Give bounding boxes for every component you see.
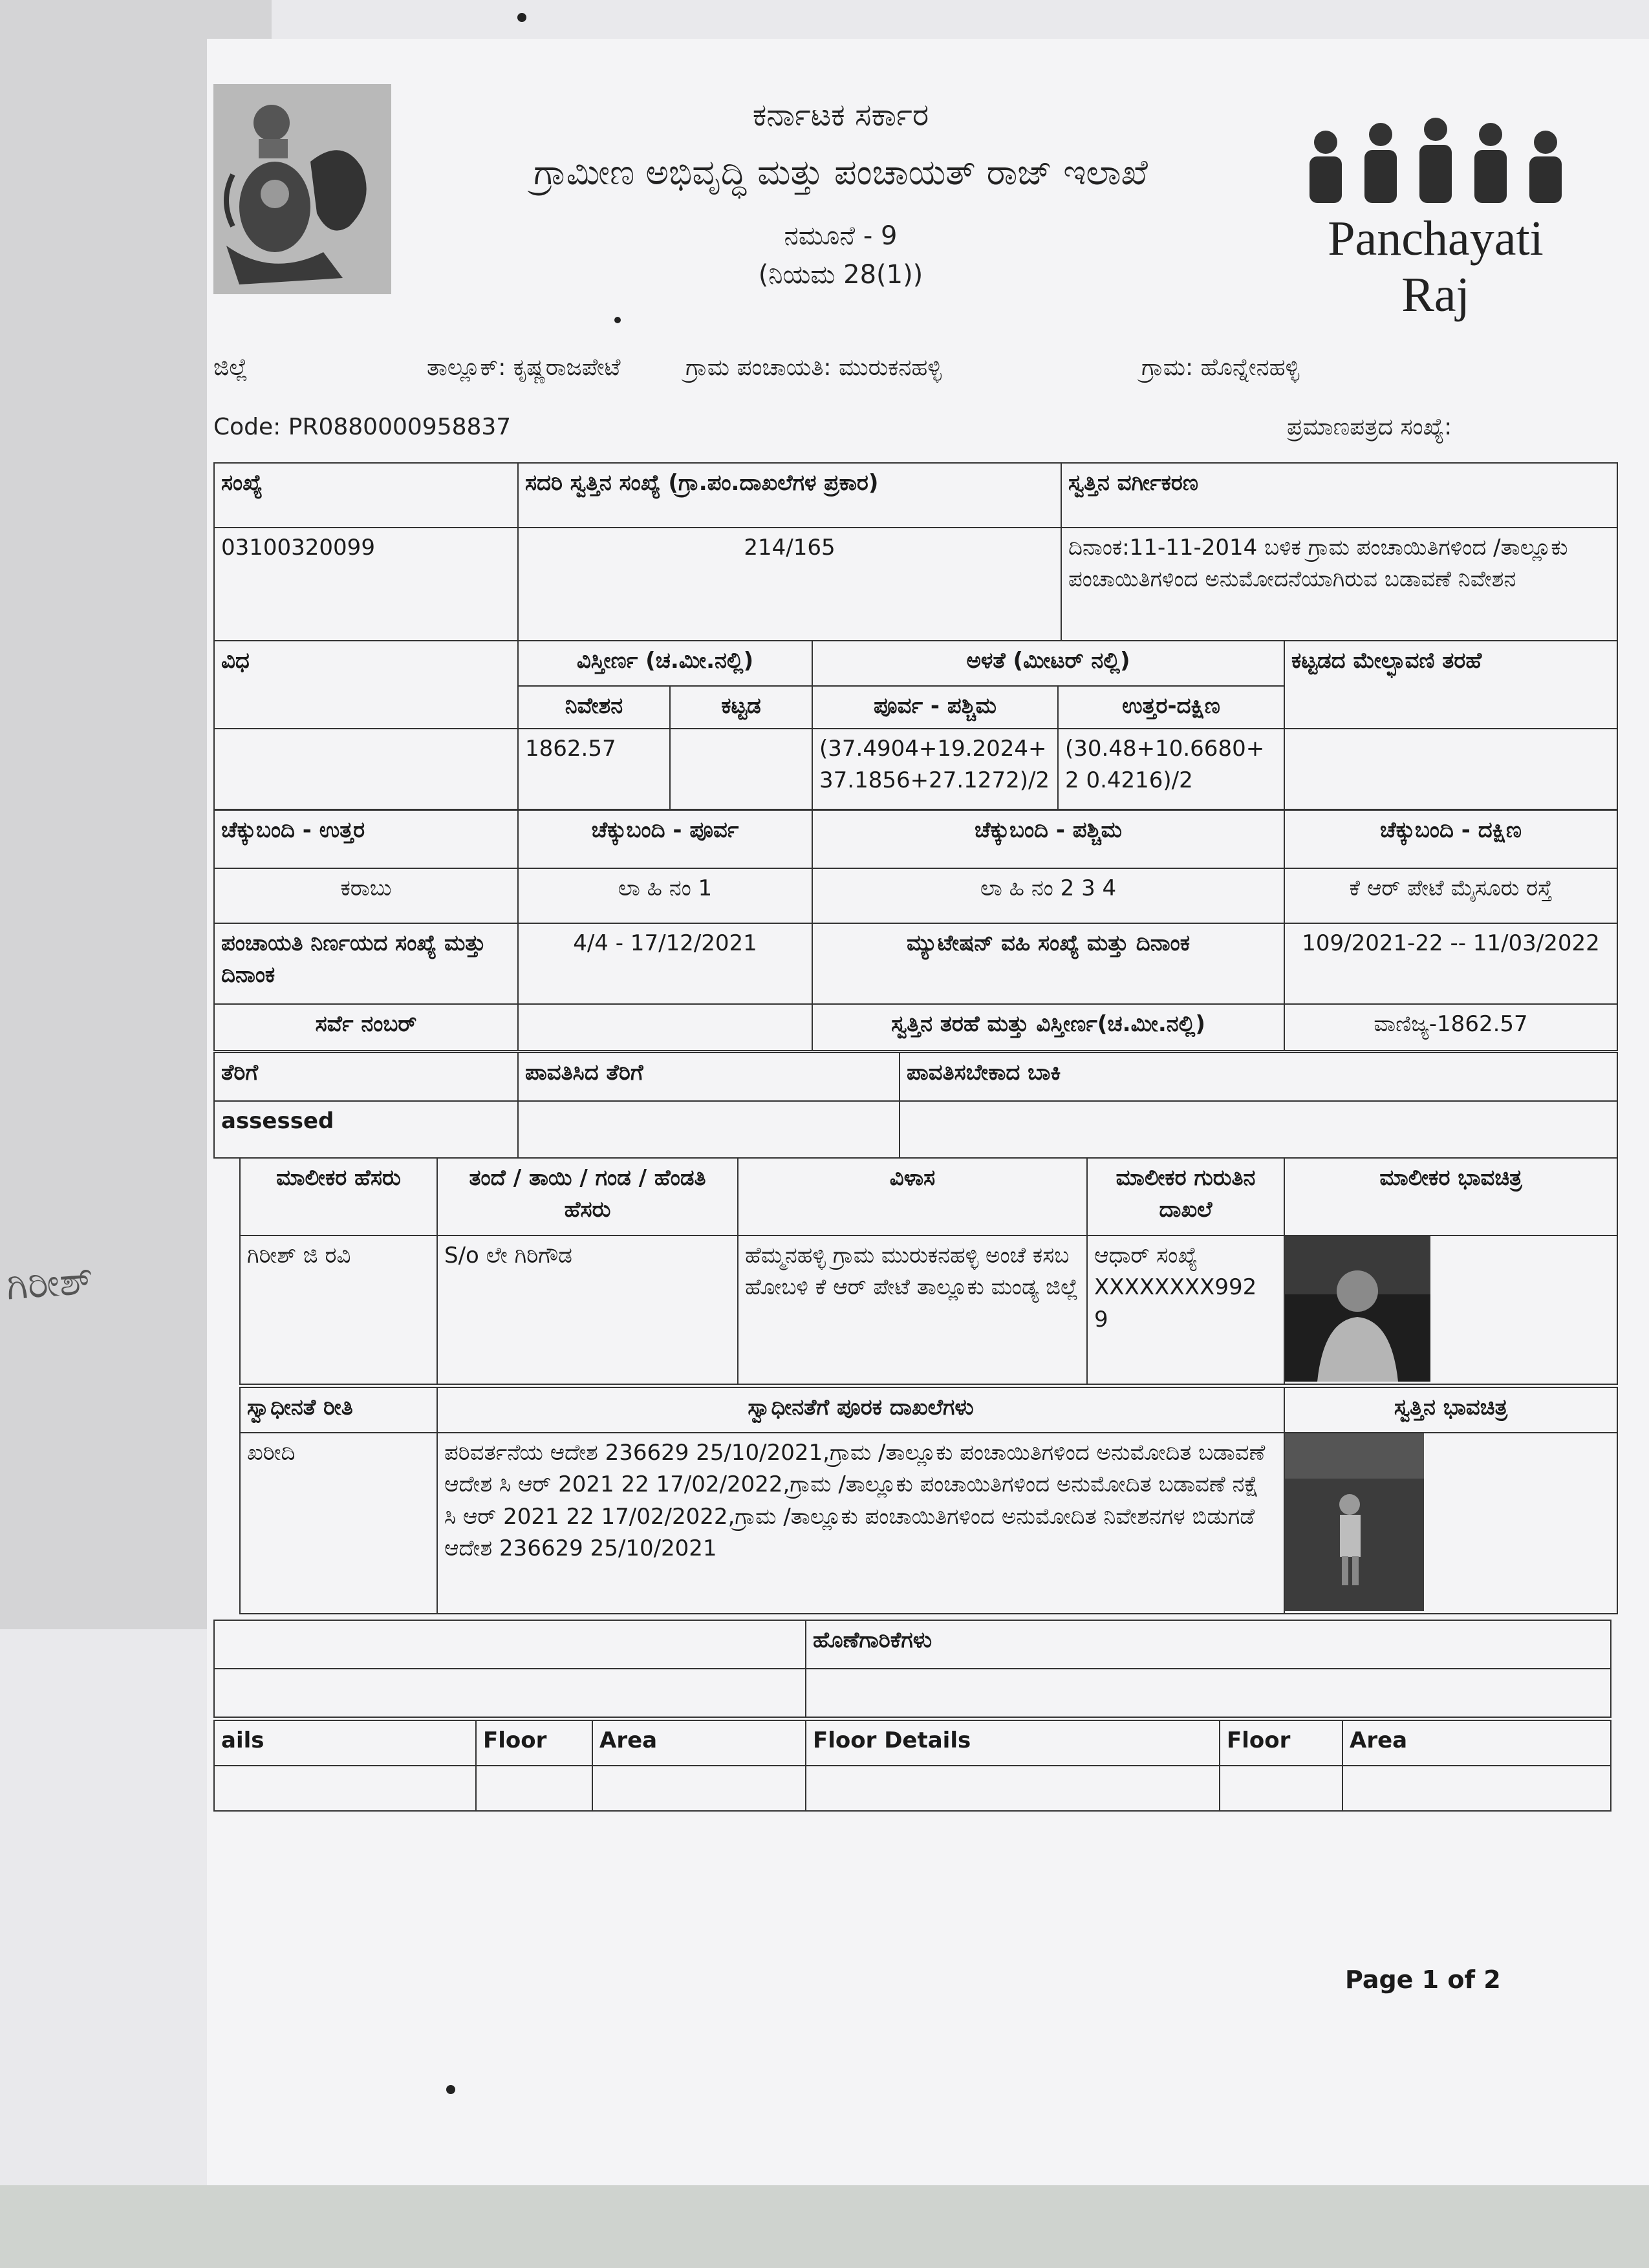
scanner-bottom-edge (0, 2185, 1649, 2268)
tax-label: ತೆರಿಗೆ (214, 1053, 518, 1101)
property-number-value: 214/165 (518, 528, 1061, 641)
mutation-label: ಮ್ಯುಟೇಷನ್ ವಹಿ ಸಂಖ್ಯೆ ಮತ್ತು ದಿನಾಂಕ (812, 923, 1284, 1004)
owner-table (239, 1157, 1618, 1385)
property-number-label: ಸದರಿ ಸ್ವತ್ತಿನ ಸಂಖ್ಯೆ (ಗ್ರಾ.ಪಂ.ದಾಖಲೆಗಳ ಪ್ರಕಾರ) (518, 463, 1061, 528)
tax-due-label: ಪಾವತಿಸಬೇಕಾದ ಬಾಕಿ (900, 1053, 1617, 1101)
owner-relation-label: ತಂದೆ / ತಾಯಿ / ಗಂಡ / ಹೆಂಡತಿ ಹೆಸರು (437, 1158, 738, 1236)
owner-address-value: ಹೆಮ್ಮನಹಳ್ಳಿ ಗ್ರಾಮ ಮುರುಕನಹಳ್ಳಿ ಅಂಚೆ ಕಸಬ ಹೋಬಳಿ ಕೆ ಆರ್ ಪೇಟೆ ತಾಲ್ಲೂಕು ಮಂಡ್ಯ ಜಿಲ್ಲೆ (738, 1236, 1087, 1384)
tax-due-value (900, 1101, 1617, 1158)
property-type-area-label: ಸ್ವತ್ತಿನ ತರಹೆ ಮತ್ತು ವಿಸ್ತೀರ್ಣ(ಚ.ಮೀ.ನಲ್ಲಿ) (812, 1004, 1284, 1051)
tax-paid-label: ಪಾವತಿಸಿದ ತೆರಿಗೆ (518, 1053, 900, 1101)
site-label: ನಿವೇಶನ (518, 686, 670, 729)
resolution-value: 4/4 - 17/12/2021 (518, 923, 812, 1004)
west-boundary-value: ಲಾ ಹಿ ನಂ 2 3 4 (812, 868, 1284, 923)
type-label: ವಿಧ (214, 641, 518, 729)
owner-photo-cell (1284, 1236, 1617, 1384)
panchayati-raj-logo (1293, 116, 1578, 322)
tax-table (213, 1052, 1618, 1159)
department-title: ಗ್ರಾಮೀಣ ಅಭಿವೃದ್ಧಿ ಮತ್ತು ಪಂಚಾಯತ್ ರಾಜ್ ಇಲಾಖೆ (534, 152, 1148, 193)
building-type-label: ಕಟ್ಟಡದ ಮೇಲ್ಛಾವಣಿ ತರಹೆ (1284, 641, 1617, 729)
area-value-right (1342, 1766, 1611, 1811)
floor-details-value-right (806, 1766, 1220, 1811)
tax-assessed-label: assessed (214, 1101, 518, 1158)
floor-label-right: Floor (1220, 1720, 1342, 1766)
east-west-value: (37.4904+19.2024+ 37.1856+27.1272)/2 (812, 729, 1058, 809)
owner-name-label: ಮಾಲೀಕರ ಹೆಸರು (240, 1158, 437, 1236)
property-id-label: ಸಂಖ್ಯೆ (214, 463, 518, 528)
possession-docs-label: ಸ್ವಾಧೀನತೆಗೆ ಪೂರಕ ದಾಖಲೆಗಳು (437, 1387, 1284, 1433)
floor-value-left (476, 1766, 592, 1811)
area-label-left: Area (592, 1720, 806, 1766)
survey-number-value (518, 1004, 812, 1051)
tax-paid-value (518, 1101, 900, 1158)
dimensions-row-label (214, 729, 518, 809)
building-type-value (1284, 729, 1617, 809)
logo-text: Panchayati Raj (1328, 211, 1544, 322)
boundaries-table (213, 809, 1618, 1051)
property-number-table (213, 462, 1618, 641)
property-photo-label: ಸ್ವತ್ತಿನ ಭಾವಚಿತ್ರ (1284, 1387, 1617, 1433)
liabilities-left-value (214, 1669, 806, 1717)
building-label: ಕಟ್ಟಡ (670, 686, 812, 729)
liabilities-value (806, 1669, 1611, 1717)
owner-relation-value: S/o ಲೇ ಗಿರಿಗೌಡ (437, 1236, 738, 1384)
site-area-value: 1862.57 (518, 729, 670, 809)
south-boundary-value: ಕೆ ಆರ್ ಪೇಟೆ ಮೈಸೂರು ರಸ್ತೆ (1284, 868, 1617, 923)
east-boundary-label: ಚೆಕ್ಕುಬಂದಿ - ಪೂರ್ವ (518, 810, 812, 868)
north-south-label: ಉತ್ತರ-ದಕ್ಷಿಣ (1058, 686, 1284, 729)
area-label-right: Area (1342, 1720, 1611, 1766)
govt-title: ಕರ್ನಾಟಕ ಸರ್ಕಾರ (752, 97, 929, 133)
gram-panchayat: ಗ್ರಾಮ ಪಂಚಾಯತಿ: ಮುರುಕನಹಳ್ಳಿ (685, 354, 942, 381)
certificate-number-label: ಪ್ರಮಾಣಪತ್ರದ ಸಂಖ್ಯೆ: (1287, 414, 1452, 440)
liabilities-left-label (214, 1620, 806, 1669)
property-id-value: 03100320099 (214, 528, 518, 641)
classification-label: ಸ್ವತ್ತಿನ ವರ್ಗೀಕರಣ (1061, 463, 1617, 528)
measure-label: ಅಳತೆ (ಮೀಟರ್ ನಲ್ಲಿ) (812, 641, 1284, 686)
classification-value: ದಿನಾಂಕ:11-11-2014 ಬಳಿಕ ಗ್ರಾಮ ಪಂಚಾಯಿತಿಗಳಿಂದ /ತಾಲ್ಲೂಕು ಪಂಚಾಯಿತಿಗಳಿಂದ ಅನುಮೋದನೆಯಾಗಿರುವ ಬಡಾವಣೆ ನಿವೇಶನ (1061, 528, 1617, 641)
floor-details-table (213, 1720, 1611, 1812)
dimensions-table (213, 640, 1618, 810)
owner-address-label: ವಿಳಾಸ (738, 1158, 1087, 1236)
property-type-area-value: ವಾಣಿಜ್ಯ-1862.57 (1284, 1004, 1617, 1051)
owner-id-value: ಆಧಾರ್ ಸಂಖ್ಯೆ XXXXXXXX992 9 (1087, 1236, 1284, 1384)
area-label: ವಿಸ್ತೀರ್ಣ (ಚ.ಮೀ.ನಲ್ಲಿ) (518, 641, 812, 686)
west-boundary-label: ಚೆಕ್ಕುಬಂದಿ - ಪಶ್ಚಿಮ (812, 810, 1284, 868)
east-west-label: ಪೂರ್ವ - ಪಶ್ಚಿಮ (812, 686, 1058, 729)
rule-reference: (ನಿಯಮ 28(1)) (758, 260, 923, 290)
people-group-icon (1293, 116, 1578, 213)
owner-photo (1285, 1236, 1430, 1382)
owner-name-value: ಗಿರೀಶ್ ಜಿ ರವಿ (240, 1236, 437, 1384)
property-photo-cell (1284, 1433, 1617, 1614)
property-code: Code: PR0880000958837 (213, 414, 512, 440)
taluk: ತಾಲ್ಲೂಕ್: ಕೃಷ್ಣರಾಜಪೇಟೆ (427, 354, 621, 381)
liabilities-label: ಹೊಣೆಗಾರಿಕೆಗಳು (806, 1620, 1611, 1669)
floor-label-left: Floor (476, 1720, 592, 1766)
floor-details-label-left: ails (214, 1720, 476, 1766)
north-boundary-value: ಕರಾಬು (214, 868, 518, 923)
owner-id-label: ಮಾಲೀಕರ ಗುರುತಿನ ದಾಖಲೆ (1087, 1158, 1284, 1236)
liabilities-table (213, 1620, 1611, 1718)
east-boundary-value: ಲಾ ಹಿ ನಂ 1 (518, 868, 812, 923)
south-boundary-label: ಚೆಕ್ಕುಬಂದಿ - ದಕ್ಷಿಣ (1284, 810, 1617, 868)
resolution-label: ಪಂಚಾಯತಿ ನಿರ್ಣಯದ ಸಂಖ್ಯೆ ಮತ್ತು ದಿನಾಂಕ (214, 923, 518, 1004)
mutation-value: 109/2021-22 -- 11/03/2022 (1284, 923, 1617, 1004)
building-area-value (670, 729, 812, 809)
district-label: ಜಿಲ್ಲೆ (213, 354, 248, 381)
handwritten-margin-note: ಗಿರೀಶ್ (5, 1257, 95, 1309)
north-boundary-label: ಚೆಕ್ಕುಬಂದಿ - ಉತ್ತರ (214, 810, 518, 868)
possession-method-value: ಖರೀದಿ (240, 1433, 437, 1614)
property-photo (1285, 1433, 1424, 1611)
scan-speck (517, 13, 526, 22)
floor-value-right (1220, 1766, 1342, 1811)
survey-number-label: ಸರ್ವೆ ನಂಬರ್ (214, 1004, 518, 1051)
possession-method-label: ಸ್ವಾಧೀನತೆ ರೀತಿ (240, 1387, 437, 1433)
karnataka-emblem (213, 84, 391, 294)
north-south-value: (30.48+10.6680+2 0.4216)/2 (1058, 729, 1284, 809)
form-number: ನಮೂನೆ - 9 (784, 221, 898, 251)
possession-docs-value: ಪರಿವರ್ತನೆಯ ಆದೇಶ 236629 25/10/2021,ಗ್ರಾಮ /ತಾಲ್ಲೂಕು ಪಂಚಾಯಿತಿಗಳಿಂದ ಅನುಮೋದಿತ ಬಡಾವಣೆ ಆದೇಶ ಸಿ ಆರ್ 2021 22 17/02/2022,ಗ್ರಾಮ /ತಾಲ್ಲೂಕು ಪಂಚಾಯಿತಿಗಳಿಂದ ಅನುಮೋದಿತ ಬಡಾವಣೆ ನಕ್ಷೆ ಸಿ ಆರ್ 2021 22 17/02/2022,ಗ್ರಾಮ /ತಾಲ್ಲೂಕು ಪಂಚಾಯಿತಿಗಳಿಂದ ಅನುಮೋದಿತ ನಿವೇಶನಗಳ ಬಿಡುಗಡೆ ಆದೇಶ 236629 25/10/2021 (437, 1433, 1284, 1614)
page-number: Page 1 of 2 (1345, 1965, 1501, 1994)
possession-table (239, 1387, 1618, 1614)
owner-photo-label: ಮಾಲೀಕರ ಭಾವಚಿತ್ರ (1284, 1158, 1617, 1236)
scan-speck (446, 2085, 455, 2094)
area-value-left (592, 1766, 806, 1811)
floor-details-label-right: Floor Details (806, 1720, 1220, 1766)
scan-speck (614, 317, 621, 323)
village: ಗ್ರಾಮ: ಹೊನ್ನೇನಹಳ್ಳಿ (1141, 354, 1300, 381)
floor-details-value-left (214, 1766, 476, 1811)
